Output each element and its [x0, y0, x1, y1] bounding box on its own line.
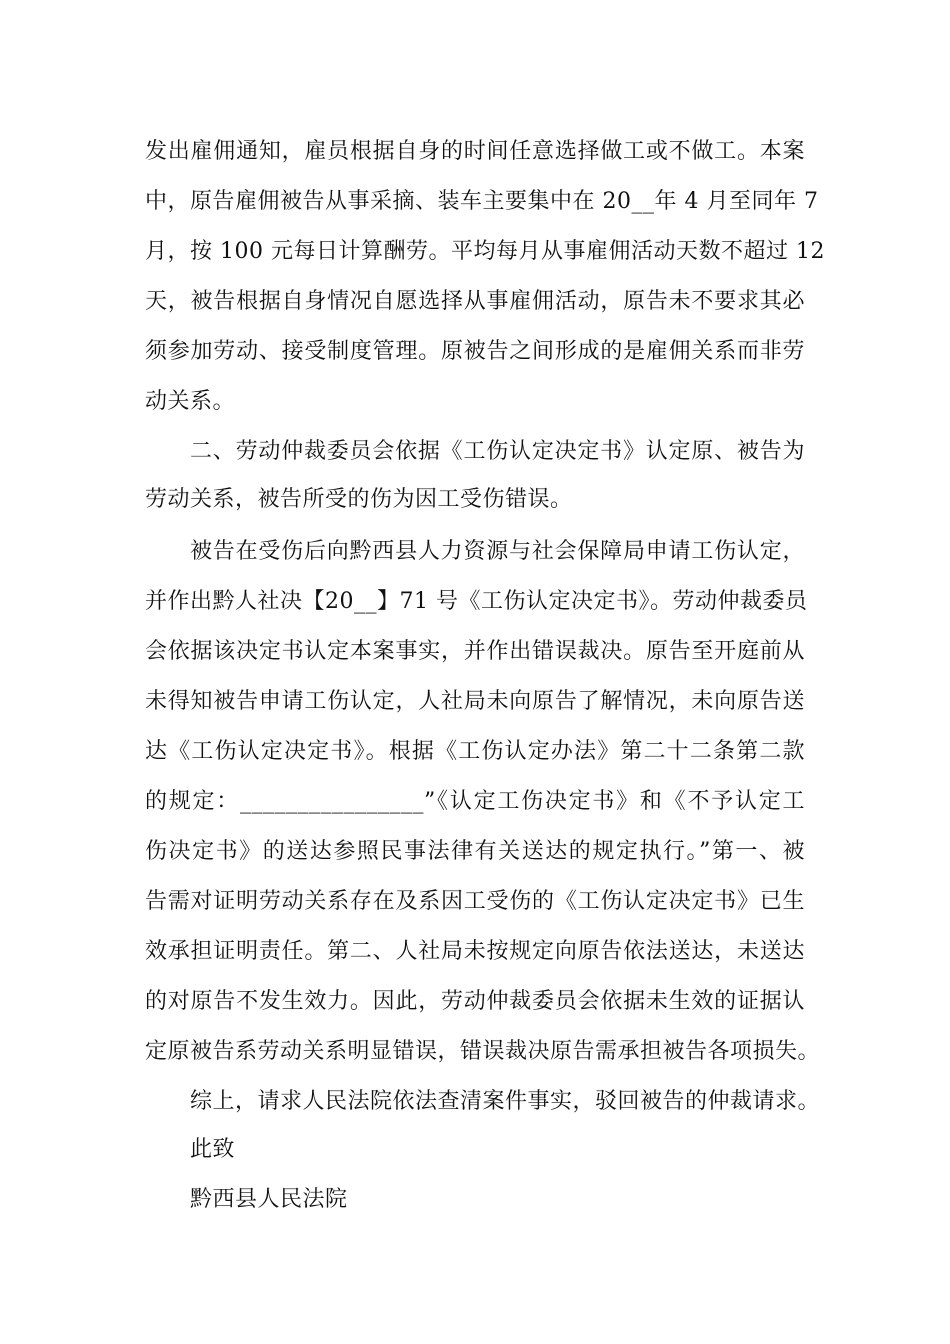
- section-heading-line: 劳动关系，被告所受的伤为因工受伤错误。: [145, 487, 573, 512]
- paragraph-line: 达《工伤认定决定书》。根据《工伤认定办法》第二十二条第二款: [145, 739, 805, 764]
- recipient-court: 黔西县人民法院: [190, 1187, 348, 1212]
- paragraph-line: 发出雇佣通知，雇员根据自身的时间任意选择做工或不做工。本案: [145, 139, 805, 164]
- paragraph-line: 会依据该决定书认定本案事实，并作出错误裁决。原告至开庭前从: [145, 639, 805, 664]
- paragraph-line: 动关系。: [145, 389, 236, 414]
- section-heading-line: 二、劳动仲裁委员会依据《工伤认定决定书》认定原、被告为: [190, 439, 805, 464]
- paragraph-line: 的规定：________________”《认定工伤决定书》和《不予认定工: [145, 789, 805, 814]
- paragraph-line: 天，被告根据自身情况自愿选择从事雇佣活动，原告未不要求其必: [145, 289, 805, 314]
- paragraph-line: 中，原告雇佣被告从事采摘、装车主要集中在 20__年 4 月至同年 7: [145, 189, 819, 214]
- paragraph-line: 未得知被告申请工伤认定，人社局未向原告了解情况，未向原告送: [145, 689, 805, 714]
- paragraph-line: 须参加劳动、接受制度管理。原被告之间形成的是雇佣关系而非劳: [145, 339, 805, 364]
- paragraph-line: 被告在受伤后向黔西县人力资源与社会保障局申请工伤认定，: [190, 539, 805, 564]
- paragraph-line: 的对原告不发生效力。因此，劳动仲裁委员会依据未生效的证据认: [145, 989, 805, 1014]
- paragraph-line: 告需对证明劳动关系存在及系因工受伤的《工伤认定决定书》已生: [145, 889, 805, 914]
- conclusion-line: 综上，请求人民法院依法查清案件事实，驳回被告的仲裁请求。: [190, 1089, 821, 1114]
- paragraph-line: 定原被告系劳动关系明显错误，错误裁决原告需承担被告各项损失。: [145, 1039, 821, 1064]
- paragraph-line: 月，按 100 元每日计算酬劳。平均每月从事雇佣活动天数不超过 12: [145, 239, 825, 264]
- paragraph-line: 效承担证明责任。第二、人社局未按规定向原告依法送达，未送达: [145, 939, 805, 964]
- paragraph-line: 伤决定书》的送达参照民事法律有关送达的规定执行。”第一、被: [145, 839, 805, 864]
- salutation: 此致: [190, 1137, 236, 1162]
- paragraph-line: 并作出黔人社决【20__】71 号《工伤认定决定书》。劳动仲裁委员: [145, 589, 808, 614]
